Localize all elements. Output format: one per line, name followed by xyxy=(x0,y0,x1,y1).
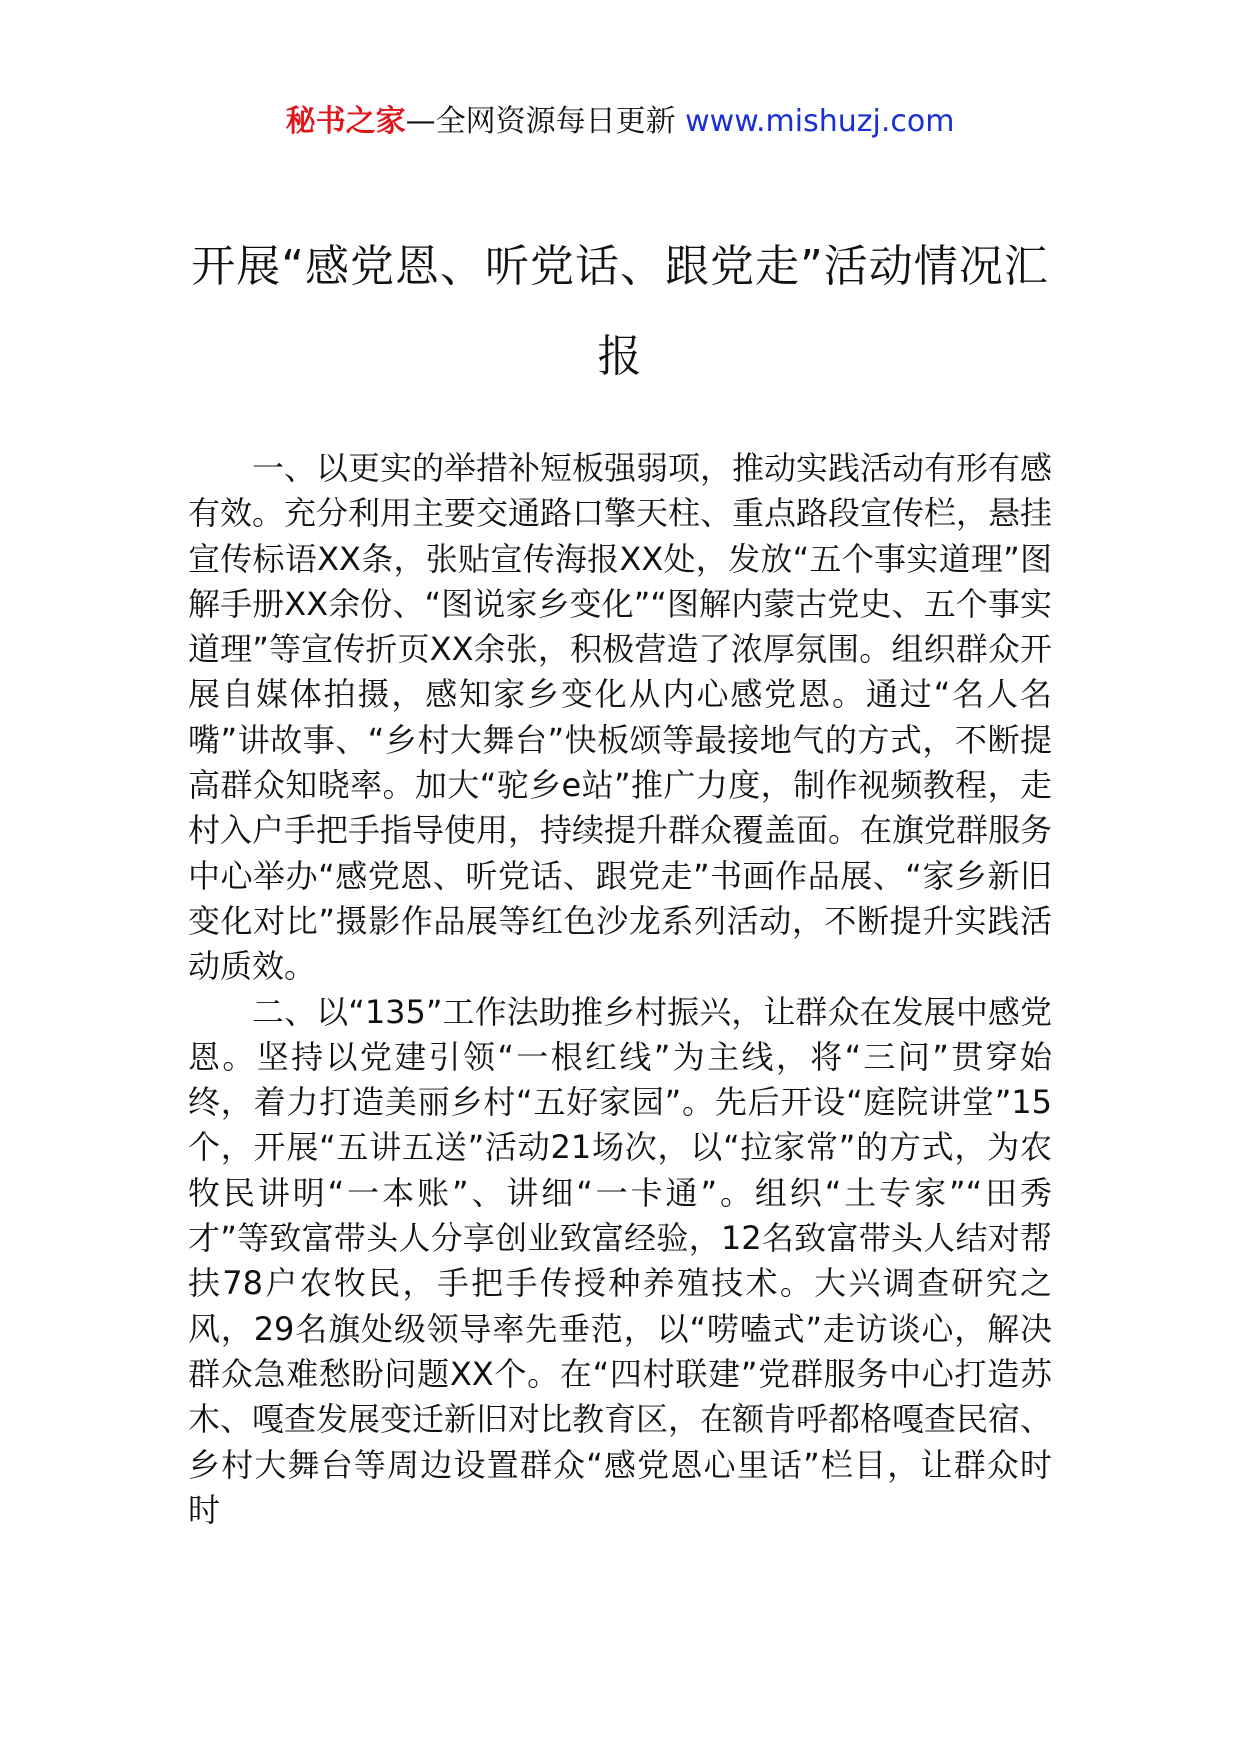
site-header xyxy=(0,100,1240,144)
site-url-link[interactable]: www.mishuzj.com xyxy=(685,104,955,139)
document-body xyxy=(188,446,1052,1533)
document-title: 开展“感党恩、听党话、跟党走”活动情况汇报 xyxy=(191,241,1049,382)
paragraph-1: 一、以更实的举措补短板强弱项，推动实践活动有形有感有效。充分利用主要交通路口擎天柱、重点路段宣传栏，悬挂宣传标语XX条，张贴宣传海报XX处，发放“五个事实道理”图解手册XX余份、“图说家乡变化”“图解内蒙古党史、五个事实道理”等宣传折页XX余张，积极营造了浓厚氛围。组织群众开展自媒体拍摄，感知家乡变化从内心感党恩。通过“名人名嘴”讲故事、“乡村大舞台”快板颂等最接地气的方式，不断提高群众知晓率。加大“驼乡e站”推广力度，制作视频教程，走村入户手把手指导使用，持续提升群众覆盖面。在旗党群服务中心举办“感党恩、听党话、跟党走”书画作品展、“家乡新旧变化对比”摄影作品展等红色沙龙系列活动，不断提升实践活动质效。 xyxy=(188,449,1053,986)
brand-name: 秘书之家 xyxy=(285,104,406,139)
header-slogan: —全网资源每日更新 xyxy=(405,104,676,139)
paragraph-2: 二、以“135”工作法助推乡村振兴，让群众在发展中感党恩。坚持以党建引领“一根红线”为主线，将“三问”贯穿始终，着力打造美丽乡村“五好家园”。先后开设“庭院讲堂”15个，开展“五讲五送”活动21场次，以“拉家常”的方式，为农牧民讲明“一本账”、讲细“一卡通”。组织“土专家”“田秀才”等致富带头人分享创业致富经验，12名致富带头人结对帮扶78户农牧民，手把手传授种养殖技术。大兴调查研究之风，29名旗处级领导率先垂范，以“唠嗑式”走访谈心，解决群众急难愁盼问题XX个。在“四村联建”党群服务中心打造苏木、嘎查发展变迁新旧对比教育区，在额肯呼都格嘎查民宿、乡村大舞台等周边设置群众“感党恩心里话”栏目，让群众时时 xyxy=(188,992,1053,1529)
